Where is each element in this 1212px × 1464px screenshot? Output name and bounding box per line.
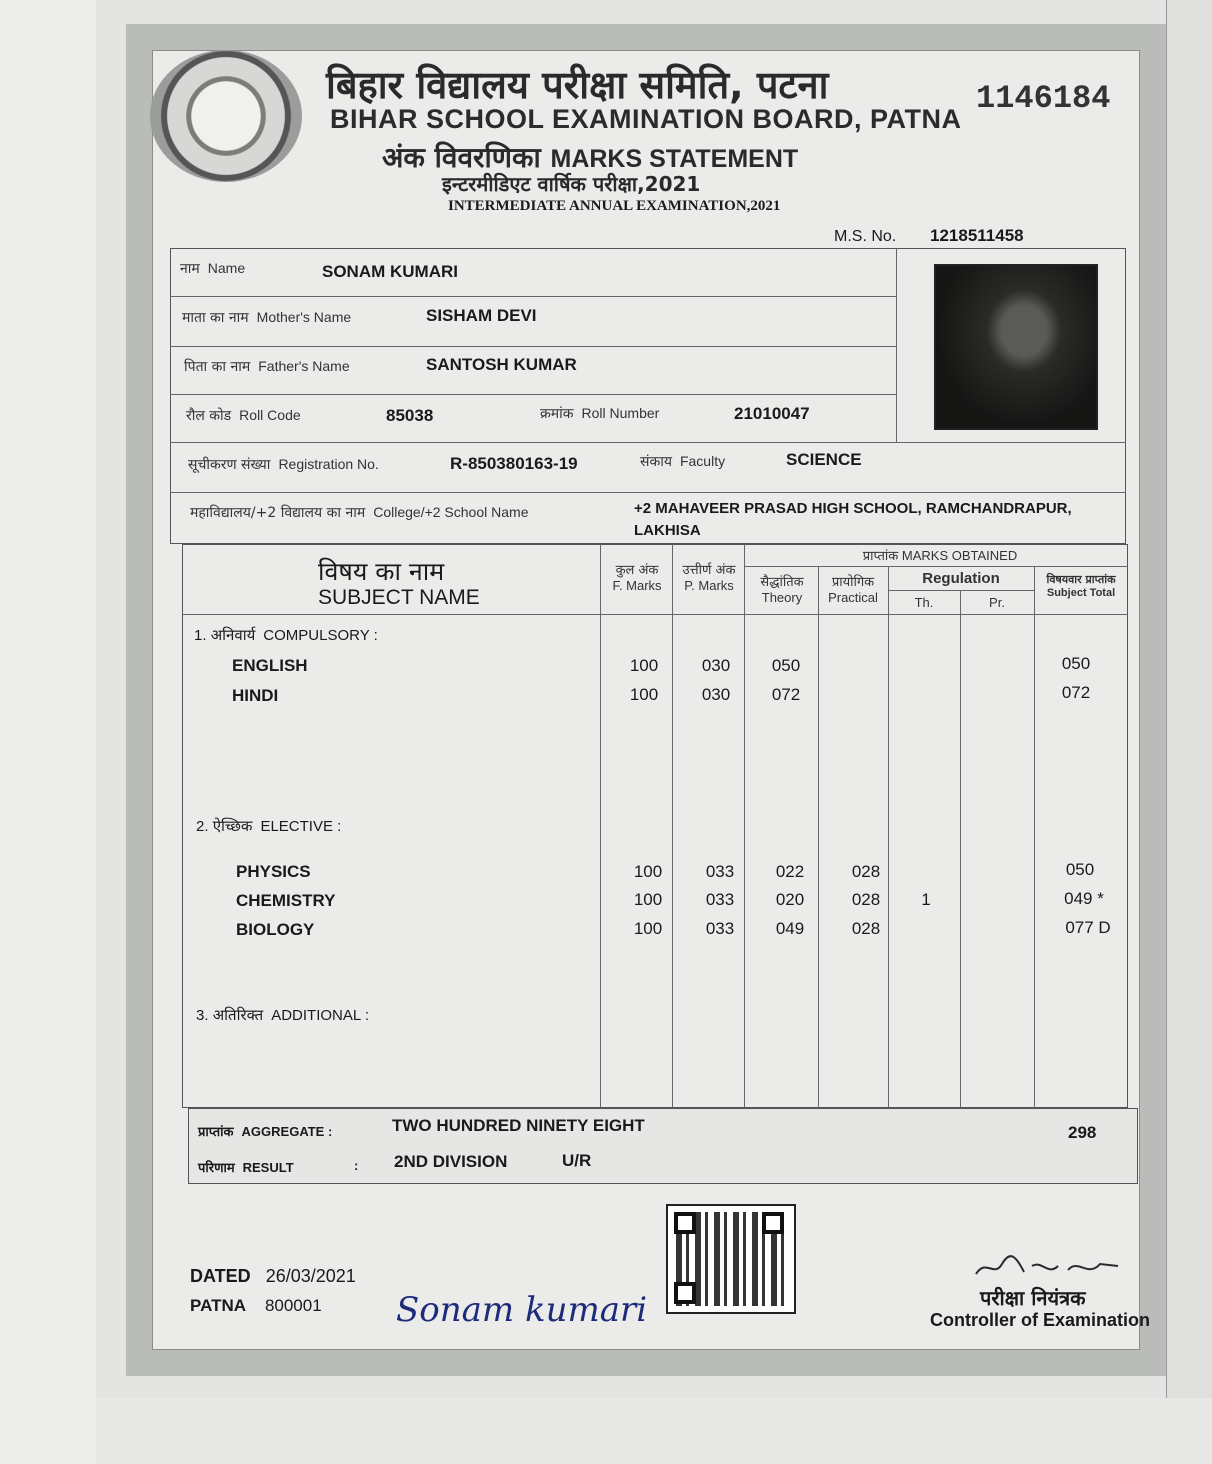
- column-divider: [672, 544, 673, 1108]
- roll-number-label-english: Roll Number: [581, 405, 660, 421]
- subject-total-header: [1034, 572, 1128, 599]
- name-label: [180, 259, 245, 278]
- subject-header-hindi: विषय का नाम: [318, 557, 445, 586]
- pass-marks: 033: [705, 862, 735, 881]
- practical-header-hindi: प्रायोगिक: [831, 575, 875, 590]
- section-elective-hindi: ऐच्छिक: [212, 817, 253, 835]
- pass-marks-header-english: P. Marks: [684, 578, 734, 593]
- ms-no-value: 1218511458: [930, 226, 1024, 245]
- column-divider: [744, 544, 745, 1108]
- full-marks: 100: [633, 862, 663, 881]
- father-label-english: Father's Name: [258, 358, 350, 374]
- column-divider: [600, 544, 601, 1108]
- pass-marks: 030: [701, 685, 731, 704]
- ms-no-label: M.S. No.: [834, 228, 897, 245]
- registration-label-english: Registration No.: [278, 456, 379, 472]
- statement-title-hindi: अंक विवरणिका: [382, 141, 541, 174]
- column-divider: [818, 566, 819, 1108]
- header-divider: [182, 614, 1128, 615]
- full-marks-header-hindi: कुल अंक: [615, 563, 659, 578]
- subject-header-english: SUBJECT NAME: [318, 586, 480, 609]
- background-right: [1166, 0, 1212, 1464]
- subject-total: 050: [1061, 654, 1091, 673]
- subject-total: 049 *: [1064, 889, 1104, 908]
- subject-total-header-hindi: विषयवार प्राप्तांक: [1046, 573, 1116, 586]
- subject-total: 072: [1061, 683, 1091, 702]
- college-label-english: College/+2 School Name: [373, 504, 529, 520]
- father-label: [184, 357, 350, 376]
- section-compulsory-number: 1.: [194, 627, 207, 644]
- faculty-value: SCIENCE: [786, 450, 862, 469]
- theory-marks: 022: [775, 862, 805, 881]
- mother-label-hindi: माता का नाम: [182, 310, 249, 326]
- dated-label: DATED: [190, 1266, 251, 1286]
- name-label-hindi: नाम: [180, 261, 200, 277]
- section-elective-number: 2.: [196, 818, 209, 835]
- subject-name: CHEMISTRY: [236, 891, 336, 910]
- subject-name: HINDI: [232, 686, 279, 705]
- full-marks: 100: [629, 656, 659, 675]
- roll-number-value: 21010047: [734, 404, 810, 423]
- father-label-hindi: पिता का नाम: [184, 359, 251, 375]
- issue-date: 26/03/2021: [265, 1266, 356, 1286]
- divider: [170, 346, 896, 347]
- theory-header-hindi: सैद्धांतिक: [760, 575, 804, 590]
- faculty-label-hindi: संकाय: [640, 454, 672, 470]
- theory-marks: 050: [771, 656, 801, 675]
- full-marks-header-english: F. Marks: [612, 578, 662, 593]
- subject-total-header-english: Subject Total: [1046, 587, 1116, 599]
- student-signature: Sonam kumari: [396, 1290, 648, 1330]
- pass-marks: 033: [705, 919, 735, 938]
- subject-name: BIOLOGY: [236, 920, 315, 939]
- practical-marks: 028: [851, 862, 881, 881]
- column-divider: [960, 590, 961, 1108]
- full-marks: 100: [629, 685, 659, 704]
- controller-title-hindi: परीक्षा नियंत्रक: [980, 1286, 1086, 1310]
- subject-name: PHYSICS: [236, 862, 311, 881]
- section-additional-english: ADDITIONAL :: [271, 1007, 369, 1024]
- column-divider: [1034, 566, 1035, 1108]
- divider: [896, 248, 897, 442]
- regulation-theory-header: Th.: [914, 595, 934, 610]
- name-label-english: Name: [207, 260, 246, 276]
- registration-value: R-850380163-19: [450, 454, 578, 473]
- subject-total: 050: [1065, 860, 1095, 879]
- regulation-header: Regulation: [922, 570, 1000, 587]
- college-label: [190, 503, 528, 522]
- pass-marks: 033: [705, 890, 735, 909]
- exam-title-english: INTERMEDIATE ANNUAL EXAMINATION,2021: [448, 198, 781, 214]
- mother-label: [182, 308, 351, 327]
- faculty-label: [640, 452, 725, 471]
- registration-label: [188, 455, 379, 474]
- serial-number: 1146184: [976, 80, 1111, 117]
- marks-obtained-header: [750, 546, 1130, 564]
- theory-marks: 020: [775, 890, 805, 909]
- father-name: SANTOSH KUMAR: [426, 355, 577, 374]
- qr-code-icon: [666, 1204, 796, 1314]
- qr-finder: [762, 1212, 784, 1234]
- aggregate-label-english: AGGREGATE :: [241, 1124, 333, 1139]
- section-elective-english: ELECTIVE :: [260, 818, 342, 835]
- pin-code: 800001: [264, 1296, 322, 1315]
- aggregate-total: 298: [1068, 1123, 1097, 1142]
- aggregate-box: [188, 1108, 1138, 1184]
- result-label: [198, 1158, 294, 1176]
- full-marks-header: [602, 560, 672, 593]
- qr-finder: [674, 1212, 696, 1234]
- divider: [170, 394, 896, 395]
- result-label-hindi: परिणाम: [198, 1161, 235, 1176]
- section-additional-number: 3.: [196, 1007, 209, 1024]
- result-value: 2ND DIVISION: [394, 1152, 508, 1171]
- theory-header: [746, 572, 818, 605]
- result-colon: :: [354, 1158, 359, 1173]
- header-divider: [888, 590, 1034, 591]
- board-title-english: BIHAR SCHOOL EXAMINATION BOARD, PATNA: [330, 104, 962, 134]
- roll-number-label-hindi: क्रमांक: [540, 406, 574, 422]
- mother-name: SISHAM DEVI: [426, 306, 537, 325]
- college-label-hindi: महाविद्यालय/+2 विद्यालय का नाम: [190, 505, 366, 521]
- marks-obtained-header-hindi: प्राप्तांक: [862, 549, 899, 564]
- student-photo: [934, 264, 1098, 430]
- section-elective: [196, 816, 341, 836]
- background-left: [0, 0, 96, 1464]
- board-title-hindi: बिहार विद्यालय परीक्षा समिति, पटना: [326, 63, 829, 107]
- roll-number-label: [540, 404, 659, 423]
- regulation-theory: 1: [921, 890, 931, 909]
- practical-header: [818, 572, 888, 605]
- roll-code-label-hindi: रौल कोड: [186, 408, 232, 424]
- student-name: SONAM KUMARI: [322, 262, 458, 281]
- theory-header-english: Theory: [761, 590, 803, 605]
- section-additional: [196, 1005, 369, 1025]
- college-name-line1: +2 MAHAVEER PRASAD HIGH SCHOOL, RAMCHANDRAPUR,: [634, 500, 1072, 517]
- marks-obtained-header-english: MARKS OBTAINED: [901, 548, 1018, 563]
- header-divider: [744, 566, 1128, 567]
- divider: [170, 442, 1126, 443]
- pass-marks-header: [674, 560, 744, 593]
- statement-title-english: MARKS STATEMENT: [550, 145, 799, 173]
- roll-code-label-english: Roll Code: [239, 407, 301, 423]
- roll-code-label: [186, 406, 301, 425]
- section-additional-hindi: अतिरिक्त: [212, 1006, 264, 1024]
- practical-marks: 028: [851, 890, 881, 909]
- place-line: [190, 1296, 322, 1316]
- college-name-line2: LAKHISA: [634, 522, 701, 539]
- aggregate-label: [198, 1122, 332, 1140]
- background-bottom: [96, 1398, 1212, 1464]
- full-marks: 100: [633, 919, 663, 938]
- subject-total: 077 D: [1065, 918, 1111, 937]
- aggregate-label-hindi: प्राप्तांक: [198, 1125, 234, 1140]
- qr-finder: [674, 1282, 696, 1304]
- aggregate-words: TWO HUNDRED NINETY EIGHT: [392, 1116, 645, 1135]
- pass-marks-header-hindi: उत्तीर्ण अंक: [682, 563, 736, 578]
- full-marks: 100: [633, 890, 663, 909]
- theory-marks: 072: [771, 685, 801, 704]
- theory-marks: 049: [775, 919, 805, 938]
- result-label-english: RESULT: [242, 1160, 294, 1175]
- section-compulsory-english: COMPULSORY :: [263, 627, 378, 644]
- dated-line: [190, 1266, 356, 1287]
- registration-label-hindi: सूचीकरण संख्या: [188, 457, 271, 473]
- place-name: PATNA: [190, 1296, 247, 1315]
- regulation-practical-header: Pr.: [989, 595, 1005, 610]
- controller-title-english: Controller of Examination: [930, 1310, 1151, 1330]
- mother-label-english: Mother's Name: [256, 309, 352, 325]
- divider: [170, 296, 896, 297]
- board-seal-icon: [150, 50, 302, 182]
- result-category: U/R: [562, 1151, 592, 1170]
- column-divider: [888, 566, 889, 1108]
- exam-title-hindi: इन्टरमीडिएट वार्षिक परीक्षा,2021: [442, 172, 701, 196]
- controller-signature-icon: [972, 1252, 1122, 1282]
- section-compulsory: [194, 625, 378, 645]
- roll-code-value: 85038: [386, 406, 434, 425]
- divider: [170, 492, 1126, 493]
- pass-marks: 030: [701, 656, 731, 675]
- practical-header-english: Practical: [828, 590, 878, 605]
- faculty-label-english: Faculty: [679, 453, 726, 469]
- practical-marks: 028: [851, 919, 881, 938]
- subject-name: ENGLISH: [232, 656, 308, 675]
- section-compulsory-hindi: अनिवार्य: [210, 626, 256, 644]
